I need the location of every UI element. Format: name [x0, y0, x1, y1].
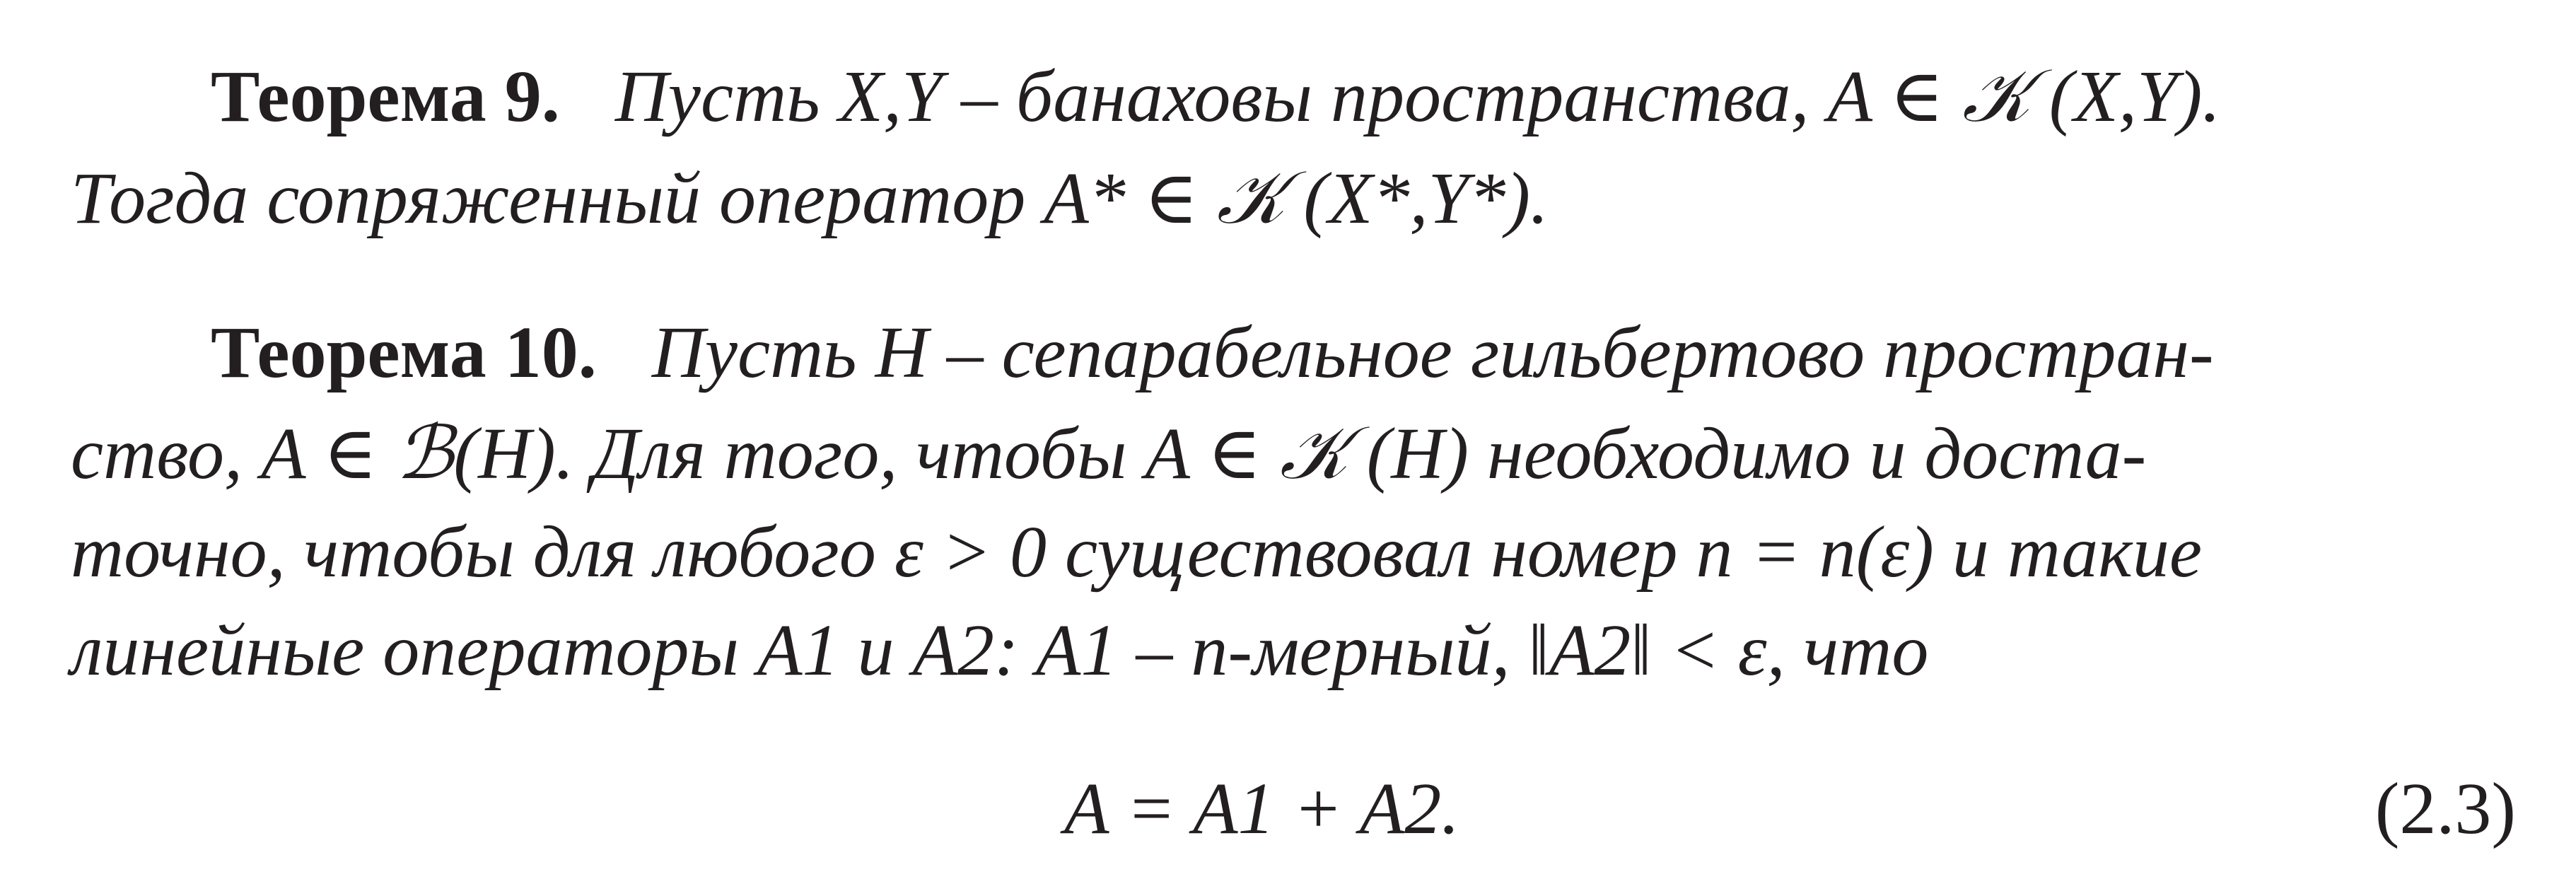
theorem-9-line-2: [71, 158, 2517, 239]
theorem-9-line-2-text: Тогда сопряженный оператор A* ∈ 𝒦 (X*,Y*).: [71, 158, 1549, 239]
theorem-9-line-1-text: Пусть X,Y – банаховы пространства, A ∈ 𝒦 (X,Y).: [614, 56, 2221, 137]
equation-formula: A = A1 + A2.: [1064, 768, 1460, 849]
theorem-10-line-1: [211, 312, 2517, 393]
theorem-9-statement-start: [578, 56, 2221, 137]
equation-number: (2.3): [2374, 768, 2516, 849]
theorem-10-line-2-text: ство, A ∈ ℬ(H). Для того, чтобы A ∈ 𝒦 (H) необходимо и доста-: [71, 413, 2147, 494]
theorem-9-line-1: [211, 56, 2517, 137]
theorem-10-line-4-text: линейные операторы A1 и A2: A1 – n-мерный, ‖A2‖ < ε, что: [71, 610, 1929, 691]
theorem-10-line-1-text: Пусть H – сепарабельное гильбертово простран-: [651, 312, 2214, 393]
theorem-10-line-2: [71, 413, 2517, 494]
theorem-10-line-3: [71, 511, 2517, 593]
theorem-10-line-4: [71, 610, 2517, 691]
theorem-9-label: Теорема 9.: [211, 56, 560, 137]
theorem-10-statement-start: [615, 312, 2214, 393]
theorem-10-label: Теорема 10.: [211, 312, 597, 393]
theorem-10-line-3-text: точно, чтобы для любого ε > 0 существовал номер n = n(ε) и такие: [71, 511, 2203, 593]
